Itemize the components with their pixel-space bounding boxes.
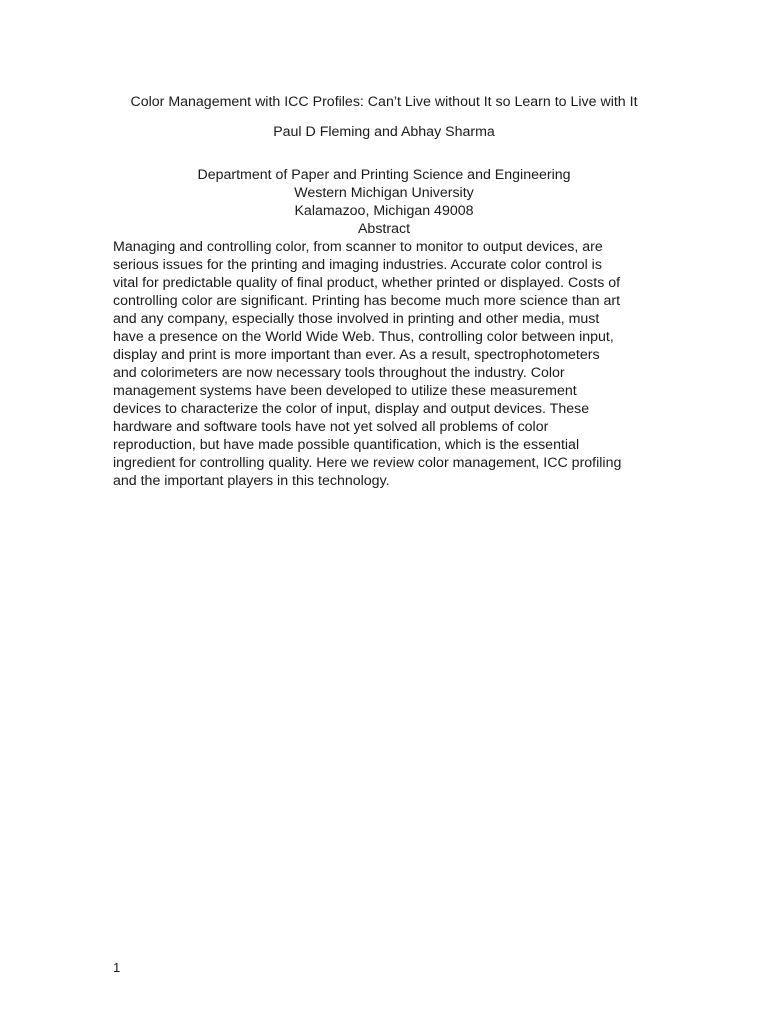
abstract-line: and any company, especially those involved in printing and other media, must [113, 311, 600, 327]
abstract-line: serious issues for the printing and imaging industries. Accurate color control is [113, 257, 602, 273]
abstract-line: Managing and controlling color, from scanner to monitor to output devices, are [113, 239, 603, 255]
abstract-line: management systems have been developed to utilize these measurement [113, 383, 577, 399]
abstract-line: and colorimeters are now necessary tools throughout the industry. Color [113, 365, 565, 381]
abstract-heading: Abstract [357, 221, 411, 237]
paper-title: Color Management with ICC Profiles: Can’t Live without It so Learn to Live with It [130, 94, 638, 110]
abstract-line: hardware and software tools have not yet solved all problems of color [113, 419, 549, 435]
paper-authors: Paul D Fleming and Abhay Sharma [273, 124, 495, 140]
abstract-line: devices to characterize the color of input, display and output devices. These [113, 401, 590, 417]
page-number: 1 [113, 960, 121, 975]
affiliation-address: Kalamazoo, Michigan 49008 [294, 203, 474, 219]
abstract-line: controlling color are significant. Printing has become much more science than art [113, 293, 621, 309]
abstract-line: and the important players in this technology. [113, 473, 390, 489]
abstract-line: reproduction, but have made possible quantification, which is the essential [113, 437, 580, 453]
abstract-body [113, 238, 673, 490]
abstract-line: ingredient for controlling quality. Here we review color management, ICC profiling [113, 455, 622, 471]
abstract-line: display and print is more important than ever. As a result, spectrophotometers [113, 347, 600, 363]
affiliation-block [0, 166, 768, 238]
abstract-line: have a presence on the World Wide Web. Thus, controlling color between input, [113, 329, 614, 345]
affiliation-department: Department of Paper and Printing Science and Engineering [197, 167, 571, 183]
affiliation-university: Western Michigan University [294, 185, 474, 201]
abstract-line: vital for predictable quality of final product, whether printed or displayed. Costs of [113, 275, 621, 291]
